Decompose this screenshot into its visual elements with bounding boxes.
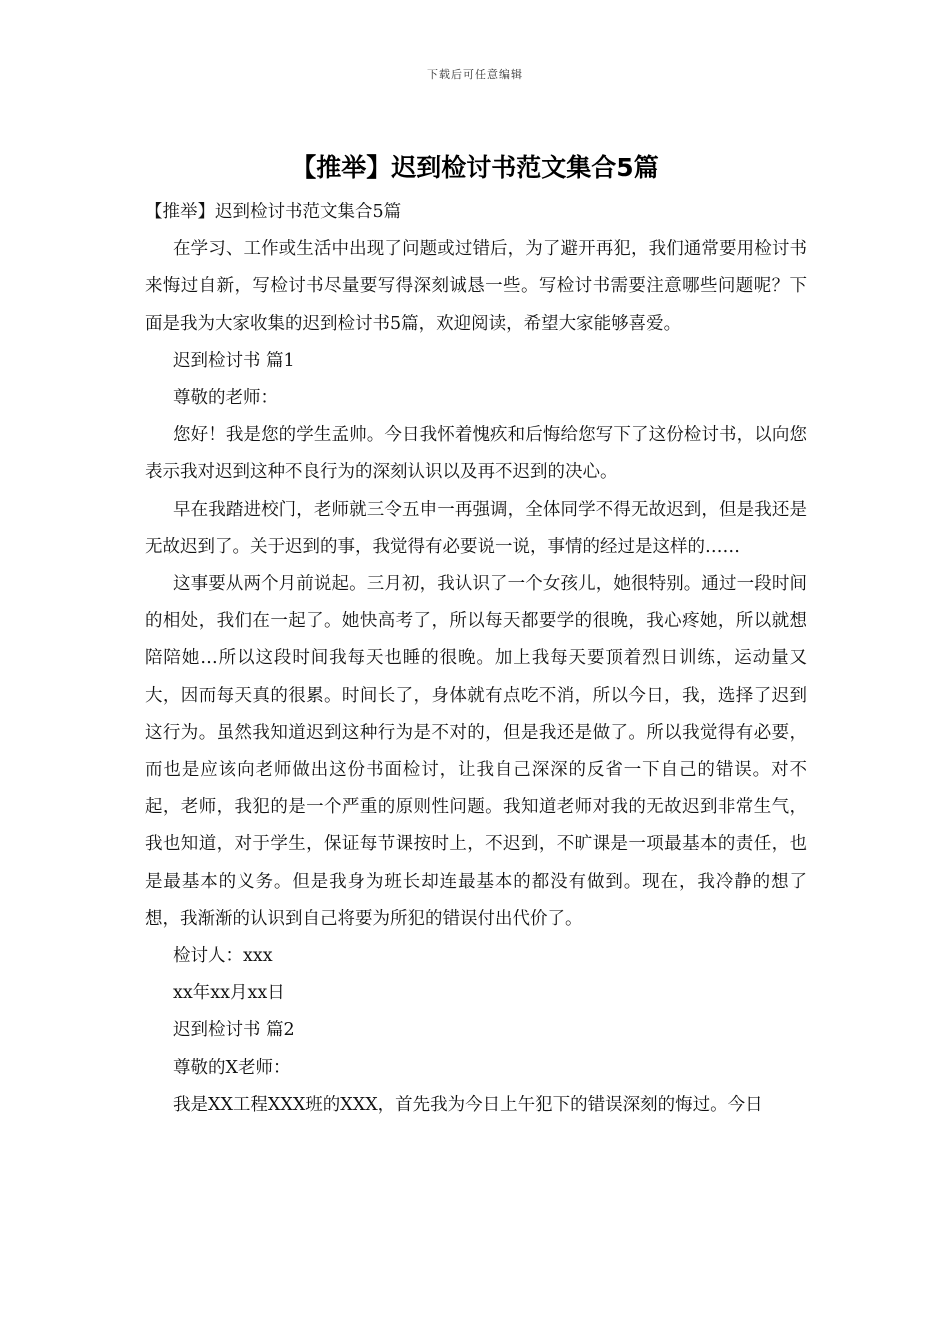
signature-line: 检讨人：xxx [173,946,273,967]
body-paragraph: 您好！我是您的学生孟帅。今日我怀着愧疚和后悔给您写下了这份检讨书，以向您表示我对迟到这种不良行为的深刻认识以及再不迟到的决心。 [145,425,807,483]
body-paragraph: 早在我踏进校门，老师就三令五申一再强调，全体同学不得无故迟到，但是我还是无故迟到了。关于迟到的事，我觉得有必要说一说，事情的经过是这样的…… [145,499,807,557]
section-heading-2: 迟到检讨书 篇2 [173,1020,295,1041]
intro-paragraph: 在学习、工作或生活中出现了问题或过错后，为了避开再犯，我们通常要用检讨书来悔过自新，写检讨书尽量要写得深刻诚恳一些。写检讨书需要注意哪些问题呢？下面是我为大家收集的迟到检讨书5篇，欢迎阅读，希望大家能够喜爱。 [145,239,807,334]
date-line: xx年xx月xx日 [173,983,285,1004]
subtitle-paragraph: 【推举】迟到检讨书范文集合5篇 [145,202,402,222]
header-note: 下载后可任意编辑 [427,68,523,81]
document-title: 【推举】迟到检讨书范文集合5篇 [291,153,659,182]
body-paragraph: 这事要从两个月前说起。三月初，我认识了一个女孩儿，她很特别。通过一段时间的相处，我们在一起了。她快高考了，所以每天都要学的很晚，我心疼她，所以就想陪陪她…所以这段时间我每天也睡的很晚。加上我每天要顶着烈日训练，运动量又大，因而每天真的很累。时间长了，身体就有点吃不消，所以今日，我，选择了迟到这行为。虽然我知道迟到这种行为是不对的，但是我还是做了。所以我觉得有必要，而也是应该向老师做出这份书面检讨，让我自己深深的反省一下自己的错误。对不起，老师，我犯的是一个严重的原则性问题。我知道老师对我的无故迟到非常生气，我也知道，对于学生，保证每节课按时上，不迟到，不旷课是一项最基本的责任，也是最基本的义务。但是我身为班长却连最基本的都没有做到。现在，我冷静的想了想，我渐渐的认识到自己将要为所犯的错误付出代价了。 [145,574,807,929]
document-body [145,194,807,1124]
section-heading-1: 迟到检讨书 篇1 [173,350,295,371]
body-paragraph: 我是XX工程XXX班的XXX，首先我为今日上午犯下的错误深刻的悔过。今日 [173,1094,763,1115]
salutation-2: 尊敬的X老师： [173,1057,291,1078]
salutation-1: 尊敬的老师： [173,388,278,409]
